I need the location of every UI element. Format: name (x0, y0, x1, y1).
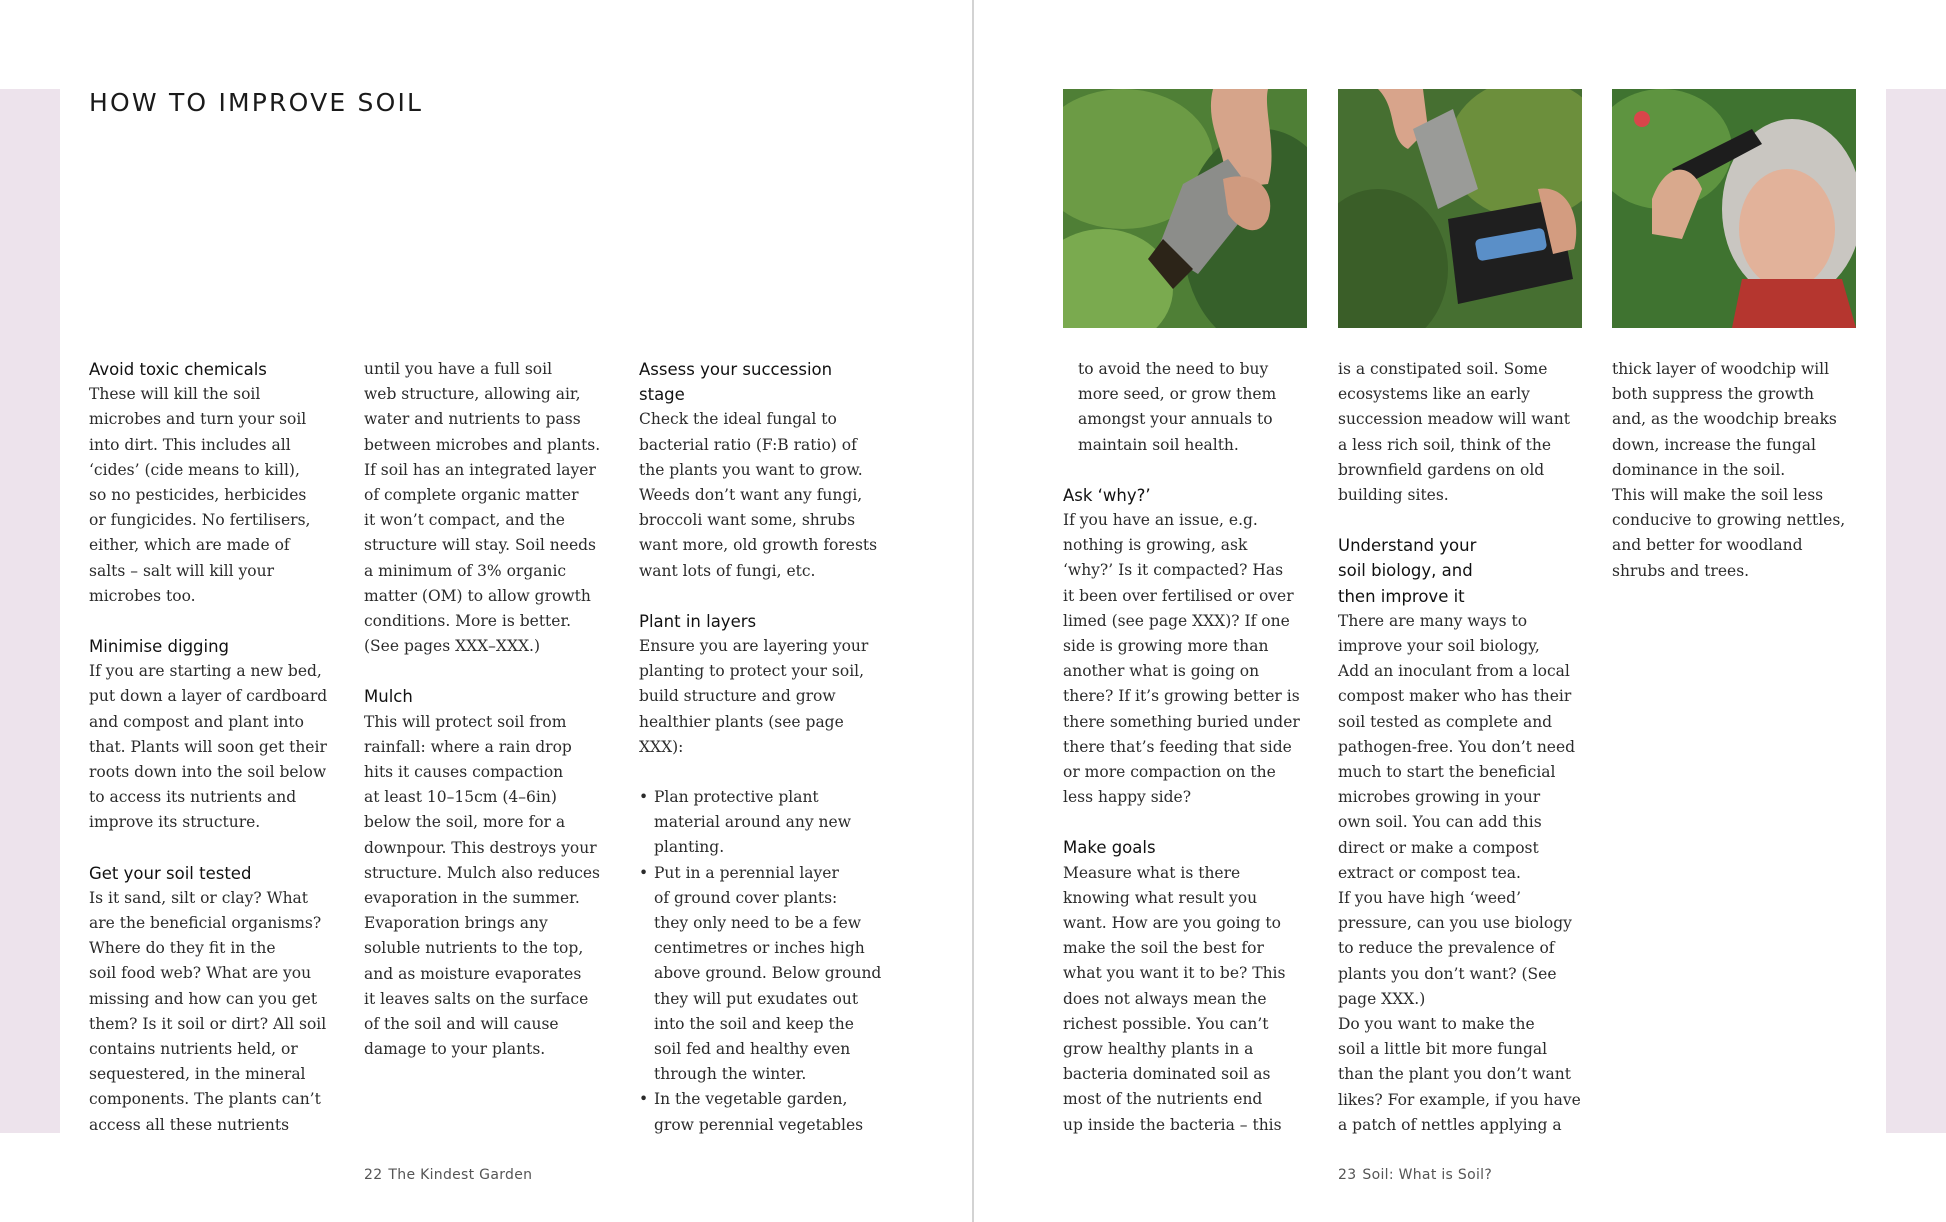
paragraph: Is it sand, silt or clay? What are the beneficial organisms? Where do they fit in the soil food web? What are you missing and how can you get them? Is it soil or dirt? All soil contains nutrients held, or sequestered, in the mineral components. The plants can’t access all these nutrients (89, 888, 327, 1134)
heading-avoid-toxic-chemicals: Avoid toxic chemicals (89, 360, 267, 379)
page-number: 22 (364, 1167, 383, 1183)
bullet-item: • Plan protective plant material around any new planting. (639, 785, 889, 861)
paragraph: to avoid the need to buy more seed, or grow them amongst your annuals to maintain soil health. (1078, 360, 1277, 454)
left-column-2 (364, 357, 614, 1062)
page-number: 23 (1338, 1167, 1357, 1183)
photo-woman-with-magnifier (1612, 89, 1856, 328)
paragraph: until you have a full soil web structure, allowing air, water and nutrients to pass between microbes and plants. If soil has an integrated layer of complete organic matter it won’t compact, and the structure will stay. Soil needs a minimum of 3% organic matter (OM) to allow growth conditions. More is better. (See pages XXX–XXX.) (364, 360, 601, 656)
right-column-2 (1338, 357, 1588, 1138)
heading-ask-why: Ask ‘why?’ (1063, 485, 1151, 505)
heading-plant-in-layers: Plant in layers (639, 611, 757, 631)
bullet-item: • Put in a perennial layer of ground cover plants: they only need to be a few centimetres or inches high above ground. Below ground they will put exudates out into the soil and keep the soil fed and healthy even through the winter. (639, 861, 889, 1088)
left-column-1 (89, 357, 339, 1138)
bullet-item: • In the vegetable garden, grow perennial vegetables (639, 1087, 889, 1137)
heading-make-goals: Make goals (1063, 838, 1156, 858)
paragraph: Measure what is there knowing what result you want. How are you going to make the soil the best for what you want it to be? This does not always mean the richest possible. You can’t grow healthy plants in a bacteria dominated soil as most of the nutrients end up inside the bacteria – this (1063, 863, 1286, 1134)
paragraph: If you have an issue, e.g. nothing is growing, ask ‘why?’ Is it compacted? Has it been over fertilised or over limed (see page XXX)? If one side is growing more than another what is going on there? If it’s growing better is there something buried under there that’s feeding that side or more compaction on the less happy side? (1063, 511, 1300, 807)
chapter-title: Soil: What is Soil? (1362, 1167, 1493, 1183)
paragraph: Check the ideal fungal to bacterial ratio (F:B ratio) of the plants you want to grow. Weeds don’t want any fungi, broccoli want some, shrubs want more, old growth forests want lots of fungi, etc. (639, 410, 878, 580)
right-column-1 (1063, 357, 1313, 1138)
heading-get-soil-tested: Get your soil tested (89, 863, 252, 883)
paragraph: These will kill the soil microbes and turn your soil into dirt. This includes all ‘cides’ (cide means to kill), so no pesticides, herbicides or fungicides. No fertilisers, either, which are made of salts – salt will kill your microbes too. (89, 385, 311, 605)
heading-understand-soil-biology: Understand your soil biology, and then improve it (1338, 536, 1477, 606)
book-title: The Kindest Garden (388, 1167, 533, 1183)
page-title: HOW TO IMPROVE SOIL (89, 88, 424, 117)
heading-minimise-digging: Minimise digging (89, 637, 230, 657)
left-page-side-band (0, 89, 60, 1133)
page-gutter (972, 0, 974, 1222)
paragraph: thick layer of woodchip will both suppress the growth and, as the woodchip breaks down, increase the fungal dominance in the soil. This will make the soil less conducive to growing nettles, and better for woodland shrubs and trees. (1612, 360, 1846, 580)
paragraph: Ensure you are layering your planting to protect your soil, build structure and grow healthier plants (see page XXX): (639, 637, 869, 756)
paragraph: There are many ways to improve your soil biology, Add an inoculant from a local compost maker who has their soil tested as complete and pathogen-free. You don’t need much to start the beneficial microbes growing in your own soil. You can add this direct or make a compost extract or compost tea. If you have high ‘weed’ pressure, can you use biology to reduce the prevalence of plants you don’t want? (See page XXX.) Do you want to make the soil a little bit more fungal than the plant you don’t want likes? For example, if you have a patch of nettles applying a (1338, 611, 1581, 1134)
right-column-3 (1612, 357, 1862, 584)
page-footer-left (364, 1167, 532, 1183)
paragraph: This will protect soil from rainfall: where a rain drop hits it causes compaction at least 10–15cm (4–6in) below the soil, more for a downpour. This destroys your structure. Mulch also reduces evaporation in the summer. Evaporation brings any soluble nutrients to the top, and as moisture evaporates it leaves salts on the surface of the soil and will cause damage to your plants. (364, 712, 601, 1059)
paragraph: If you are starting a new bed, put down a layer of cardboard and compost and plant into that. Plants will soon get their roots down into the soil below to access its nutrients and improve its structure. (89, 662, 328, 832)
heading-assess-succession-stage: Assess your succession stage (639, 360, 833, 405)
left-column-3 (639, 357, 889, 1138)
heading-mulch: Mulch (364, 687, 413, 707)
photo-soil-sample-hands (1063, 89, 1307, 328)
paragraph: is a constipated soil. Some ecosystems like an early succession meadow will want a less rich soil, think of the brownfield gardens on old building sites. (1338, 360, 1570, 505)
photo-soil-probe-meter (1338, 89, 1582, 328)
bullet-list (639, 785, 889, 1138)
page-footer-right (1338, 1167, 1492, 1183)
right-page-side-band (1886, 89, 1946, 1133)
